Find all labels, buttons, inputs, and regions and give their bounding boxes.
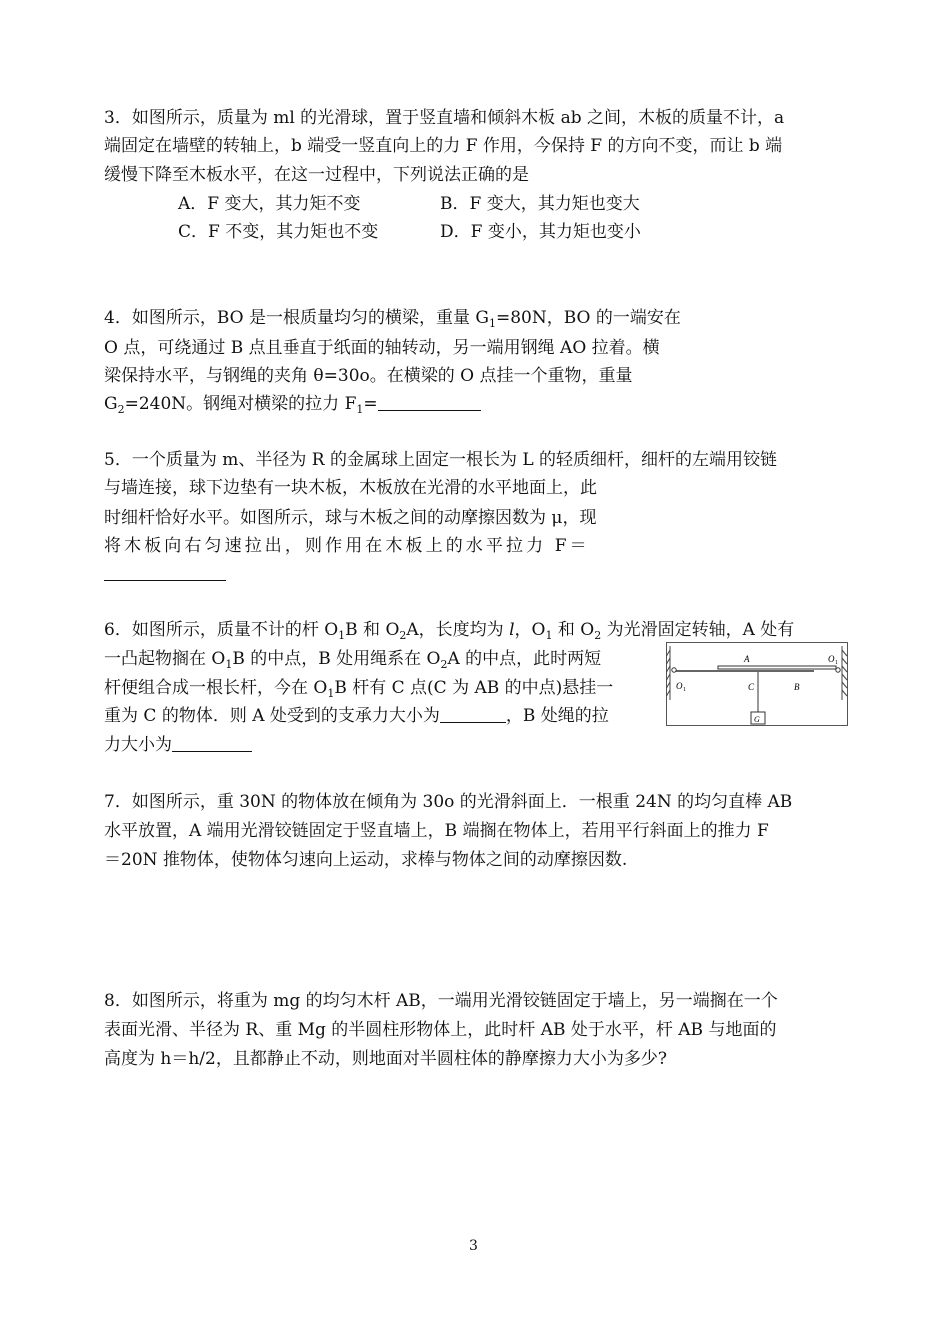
q6-text: 力大小为 <box>104 735 172 755</box>
q3-option-d: D．F 变小，其力矩也变小 <box>440 222 641 242</box>
q3-option-b: B．F 变大，其力矩也变大 <box>440 194 640 214</box>
q4-text: =240N。钢绳对横梁的拉力 F <box>124 394 357 414</box>
subscript: 1 <box>545 629 553 642</box>
q6-text: ，O <box>514 620 546 640</box>
q3-line-2: 端固定在墙壁的转轴上，b 端受一竖直向上的力 F 作用，今保持 F 的方向不变，而让 b 端 <box>104 136 783 156</box>
pivot-o1 <box>672 668 676 672</box>
rod-o2a <box>718 666 836 669</box>
q5-line-1: 5．一个质量为 m、半径为 R 的金属球上固定一根长为 L 的轻质细杆，细杆的左端用铰链 <box>104 450 778 470</box>
q6-text: B 的中点，B 处用绳系在 O <box>232 649 441 669</box>
q7-line-3: ＝20N 推物体，使物体匀速向上运动，求棒与物体之间的动摩擦因数. <box>104 850 628 870</box>
q6-line-5 <box>104 734 252 756</box>
subscript: 2 <box>117 403 125 416</box>
q8-line-2: 表面光滑、半径为 R、重 Mg 的半圆柱形物体上，此时杆 AB 处于水平，杆 AB 与地面的 <box>104 1020 777 1040</box>
q8-line-1: 8．如图所示，将重为 mg 的均匀木杆 AB，一端用光滑铰链固定于墙上，另一端搁在一个 <box>104 991 778 1011</box>
q5-line-2: 与墙连接，球下边垫有一块木板，木板放在光滑的水平地面上，此 <box>104 478 597 498</box>
q6-line-3 <box>104 677 613 699</box>
label-o2: O <box>828 654 835 664</box>
subscript: 1 <box>225 658 233 671</box>
label-o1: O <box>676 681 683 691</box>
q7-line-1: 7．如图所示，重 30N 的物体放在倾角为 30o 的光滑斜面上．一根重 24N 的均匀直棒 AB <box>104 792 793 812</box>
q3-line-1: 3．如图所示，质量为 ml 的光滑球，置于竖直墙和倾斜木板 ab 之间，木板的质量不计，a <box>104 108 785 128</box>
q6-text: 6．如图所示，质量不计的杆 O <box>104 620 339 640</box>
answer-blank[interactable] <box>104 564 226 581</box>
q5-line-5 <box>104 563 226 585</box>
answer-blank[interactable] <box>172 735 252 752</box>
q7-line-2: 水平放置，A 端用光滑铰链固定于竖直墙上，B 端搁在物体上，若用平行斜面上的推力 F <box>104 821 769 841</box>
q6-figure <box>666 642 848 726</box>
right-wall-hatch <box>842 646 847 700</box>
subscript: 1 <box>488 317 496 330</box>
q6-text: B 和 O <box>345 620 400 640</box>
q4-line-2: O 点，可绕通过 B 点且垂直于纸面的轴转动，另一端用钢绳 AO 拉着。横 <box>104 338 660 358</box>
q6-text: 一凸起物搁在 O <box>104 649 226 669</box>
label-c: C <box>748 682 755 692</box>
label-o1-sub: 1 <box>683 687 686 693</box>
q6-line-1 <box>104 619 794 641</box>
q8-line-3: 高度为 h＝h/2，且都静止不动，则地面对半圆柱体的静摩擦力大小为多少? <box>104 1049 667 1069</box>
answer-blank[interactable] <box>440 706 506 723</box>
q5-line-3: 时细杆恰好水平。如图所示，球与木板之间的动摩擦因数为 μ，现 <box>104 508 597 528</box>
label-a: A <box>744 654 750 664</box>
q6-text: A 的中点，此时两短 <box>447 649 602 669</box>
q3-line-3: 缓慢下降至木板水平，在这一过程中，下列说法正确的是 <box>104 165 529 185</box>
q6-text: A，长度均为 <box>406 620 510 640</box>
answer-blank[interactable] <box>378 394 481 411</box>
length-symbol: l <box>509 620 515 640</box>
q4-line-1 <box>104 307 681 329</box>
label-b: B <box>794 682 800 692</box>
q6-text: ，B 处绳的拉 <box>505 706 609 726</box>
page-number: 3 <box>469 1238 478 1254</box>
subscript: 1 <box>356 403 364 416</box>
q4-text: =80N，BO 的一端安在 <box>495 308 681 328</box>
q3-option-a: A．F 变大，其力矩不变 <box>178 194 361 214</box>
q6-text: 杆便组合成一根长杆，今在 O <box>104 678 328 698</box>
subscript: 1 <box>338 629 346 642</box>
q3-option-c: C．F 不变，其力矩也不变 <box>178 222 379 242</box>
label-o2-sub: 1 <box>835 660 838 666</box>
q4-text: 4．如图所示，BO 是一根质量均匀的横梁，重量 G <box>104 308 489 328</box>
q4-line-3: 梁保持水平，与钢绳的夹角 θ=30o。在横梁的 O 点挂一个重物，重量 <box>104 366 633 386</box>
subscript: 2 <box>594 629 602 642</box>
label-g: G <box>754 715 760 724</box>
left-wall-hatch <box>667 646 671 700</box>
subscript: 2 <box>399 629 407 642</box>
q4-text: G <box>104 394 118 414</box>
q6-line-4 <box>104 705 609 727</box>
subscript: 1 <box>327 687 335 700</box>
q6-text: 和 O <box>552 620 595 640</box>
q6-text: 为光滑固定转轴，A 处有 <box>601 620 795 640</box>
q6-text: 重为 C 的物体．则 A 处受到的支承力大小为 <box>104 706 440 726</box>
q4-line-4 <box>104 393 481 415</box>
q6-line-2 <box>104 648 601 670</box>
subscript: 2 <box>440 658 448 671</box>
q6-text: B 杆有 C 点(C 为 AB 的中点)悬挂一 <box>334 678 614 698</box>
q4-text: = <box>363 394 378 414</box>
q5-line-4: 将木板向右匀速拉出，则作用在木板上的水平拉力 F＝ <box>104 536 590 556</box>
